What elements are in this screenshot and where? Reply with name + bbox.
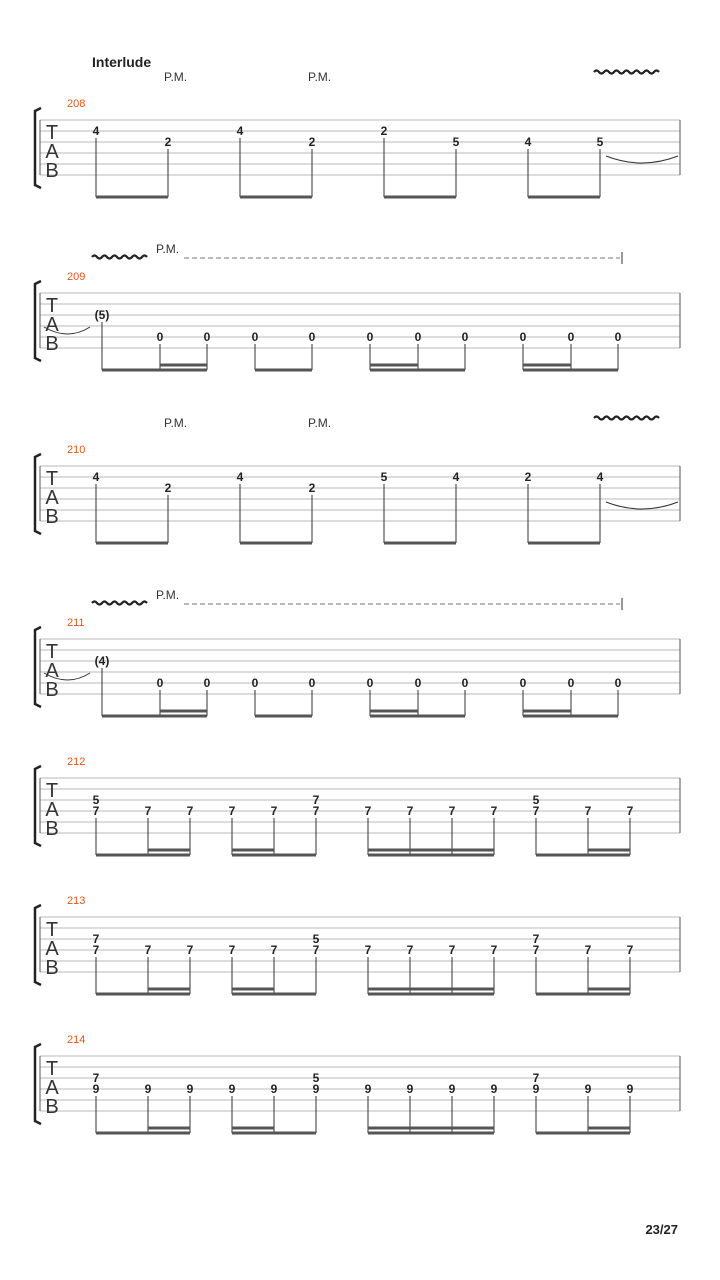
- fret-number: 7: [490, 943, 498, 957]
- fret-number: 7: [312, 943, 320, 957]
- measure-number: 208: [67, 98, 86, 110]
- fret-number: 5: [532, 793, 540, 807]
- tab-clef-letter: A: [45, 1077, 59, 1099]
- vibrato-line: [92, 256, 147, 259]
- fret-number: 5: [452, 135, 460, 149]
- fret-number: 7: [406, 804, 414, 818]
- fret-number: 4: [524, 135, 532, 149]
- fret-number: 5: [312, 932, 320, 946]
- fret-number: 9: [228, 1082, 236, 1096]
- staff-system: [35, 588, 680, 716]
- tab-clef-letter: B: [45, 679, 59, 701]
- measure-number: 210: [67, 444, 86, 456]
- tie-arc: [606, 156, 678, 163]
- fret-number: 0: [156, 330, 164, 344]
- palm-mute-label: P.M.: [308, 70, 332, 84]
- fret-number: 0: [366, 676, 374, 690]
- tab-clef-letter: A: [45, 938, 59, 960]
- fret-number: (5): [94, 308, 110, 322]
- fret-number: 9: [144, 1082, 152, 1096]
- fret-number: 0: [614, 676, 622, 690]
- fret-number: 7: [186, 943, 194, 957]
- fret-number: 0: [251, 676, 259, 690]
- measure-number: 214: [67, 1034, 86, 1046]
- fret-number: 0: [366, 330, 374, 344]
- fret-number: (4): [94, 654, 110, 668]
- fret-number: 4: [92, 124, 100, 138]
- palm-mute-label: P.M.: [308, 416, 332, 430]
- tab-clef-letter: T: [45, 122, 59, 144]
- fret-number: 4: [92, 470, 100, 484]
- fret-number: 7: [92, 943, 100, 957]
- staff-system: [35, 895, 680, 994]
- fret-number: 9: [532, 1082, 540, 1096]
- fret-number: 9: [312, 1082, 320, 1096]
- fret-number: 0: [308, 330, 316, 344]
- fret-number: 7: [270, 943, 278, 957]
- fret-number: 7: [312, 793, 320, 807]
- fret-number: 0: [203, 676, 211, 690]
- tab-clef-letter: B: [45, 1096, 59, 1118]
- palm-mute-label: P.M.: [156, 242, 180, 256]
- section-title: Interlude: [92, 54, 152, 70]
- vibrato-line: [594, 71, 659, 74]
- fret-number: 7: [626, 804, 634, 818]
- fret-number: 0: [567, 330, 575, 344]
- tab-clef-letter: T: [45, 468, 59, 490]
- measure-number: 211: [67, 617, 85, 629]
- fret-number: 9: [364, 1082, 372, 1096]
- tab-clef-letter: T: [45, 295, 59, 317]
- staff-system: [35, 242, 680, 370]
- fret-number: 7: [626, 943, 634, 957]
- vibrato-line: [594, 417, 659, 420]
- staff-systems: [35, 70, 680, 1133]
- fret-number: 7: [584, 943, 592, 957]
- tab-clef-letter: A: [45, 487, 59, 509]
- fret-number: 2: [164, 135, 172, 149]
- fret-number: 0: [251, 330, 259, 344]
- fret-number: 7: [532, 932, 540, 946]
- tab-clef-letter: A: [45, 141, 59, 163]
- fret-number: 7: [228, 943, 236, 957]
- vibrato-line: [92, 602, 147, 605]
- staff-system: [35, 1034, 680, 1133]
- fret-number: 0: [156, 676, 164, 690]
- fret-number: 9: [406, 1082, 414, 1096]
- tab-clef-letter: A: [45, 660, 59, 682]
- tab-clef-letter: B: [45, 160, 59, 182]
- page-number: 23/27: [645, 1222, 678, 1237]
- fret-number: 7: [186, 804, 194, 818]
- fret-number: 7: [490, 804, 498, 818]
- fret-number: 0: [414, 330, 422, 344]
- tab-clef-letter: T: [45, 641, 59, 663]
- fret-number: 7: [312, 804, 320, 818]
- fret-number: 4: [236, 124, 244, 138]
- fret-number: 9: [584, 1082, 592, 1096]
- staff-system: [35, 70, 680, 197]
- fret-number: 7: [144, 943, 152, 957]
- fret-number: 2: [308, 135, 316, 149]
- tab-clef-letter: T: [45, 919, 59, 941]
- measure-number: 209: [67, 271, 86, 283]
- tab-clef-letter: T: [45, 780, 59, 802]
- fret-number: 9: [626, 1082, 634, 1096]
- fret-number: 2: [524, 470, 532, 484]
- fret-number: 7: [92, 804, 100, 818]
- fret-number: 7: [144, 804, 152, 818]
- fret-number: 0: [614, 330, 622, 344]
- fret-number: 0: [567, 676, 575, 690]
- fret-number: 7: [406, 943, 414, 957]
- fret-number: 5: [92, 793, 100, 807]
- fret-number: 7: [228, 804, 236, 818]
- fret-number: 4: [596, 470, 604, 484]
- fret-number: 7: [92, 932, 100, 946]
- measure-number: 212: [67, 756, 86, 768]
- fret-number: 0: [414, 676, 422, 690]
- tie-arc: [606, 502, 678, 509]
- fret-number: 7: [532, 1071, 540, 1085]
- fret-number: 0: [308, 676, 316, 690]
- fret-number: 9: [270, 1082, 278, 1096]
- tab-clef-letter: A: [45, 799, 59, 821]
- fret-number: 7: [448, 804, 456, 818]
- fret-number: 7: [532, 804, 540, 818]
- tab-clef-letter: B: [45, 506, 59, 528]
- fret-number: 0: [519, 330, 527, 344]
- fret-number: 4: [452, 470, 460, 484]
- fret-number: 7: [364, 943, 372, 957]
- fret-number: 7: [584, 804, 592, 818]
- fret-number: 9: [186, 1082, 194, 1096]
- palm-mute-label: P.M.: [156, 588, 180, 602]
- fret-number: 0: [203, 330, 211, 344]
- staff-system: [35, 416, 680, 543]
- tab-clef-letter: B: [45, 818, 59, 840]
- measure-number: 213: [67, 895, 86, 907]
- tab-clef-letter: B: [45, 333, 59, 355]
- fret-number: 0: [519, 676, 527, 690]
- palm-mute-label: P.M.: [164, 70, 188, 84]
- fret-number: 7: [364, 804, 372, 818]
- fret-number: 7: [448, 943, 456, 957]
- tab-clef-letter: A: [45, 314, 59, 336]
- fret-number: 2: [308, 481, 316, 495]
- fret-number: 5: [312, 1071, 320, 1085]
- tab-clef-letter: B: [45, 957, 59, 979]
- fret-number: 9: [92, 1082, 100, 1096]
- staff-system: [35, 756, 680, 855]
- tab-clef-letter: T: [45, 1058, 59, 1080]
- fret-number: 2: [380, 124, 388, 138]
- fret-number: 4: [236, 470, 244, 484]
- fret-number: 2: [164, 481, 172, 495]
- fret-number: 7: [92, 1071, 100, 1085]
- fret-number: 0: [461, 676, 469, 690]
- fret-number: 7: [270, 804, 278, 818]
- fret-number: 5: [596, 135, 604, 149]
- palm-mute-label: P.M.: [164, 416, 188, 430]
- fret-number: 9: [448, 1082, 456, 1096]
- fret-number: 0: [461, 330, 469, 344]
- fret-number: 7: [532, 943, 540, 957]
- fret-number: 5: [380, 470, 388, 484]
- fret-number: 9: [490, 1082, 498, 1096]
